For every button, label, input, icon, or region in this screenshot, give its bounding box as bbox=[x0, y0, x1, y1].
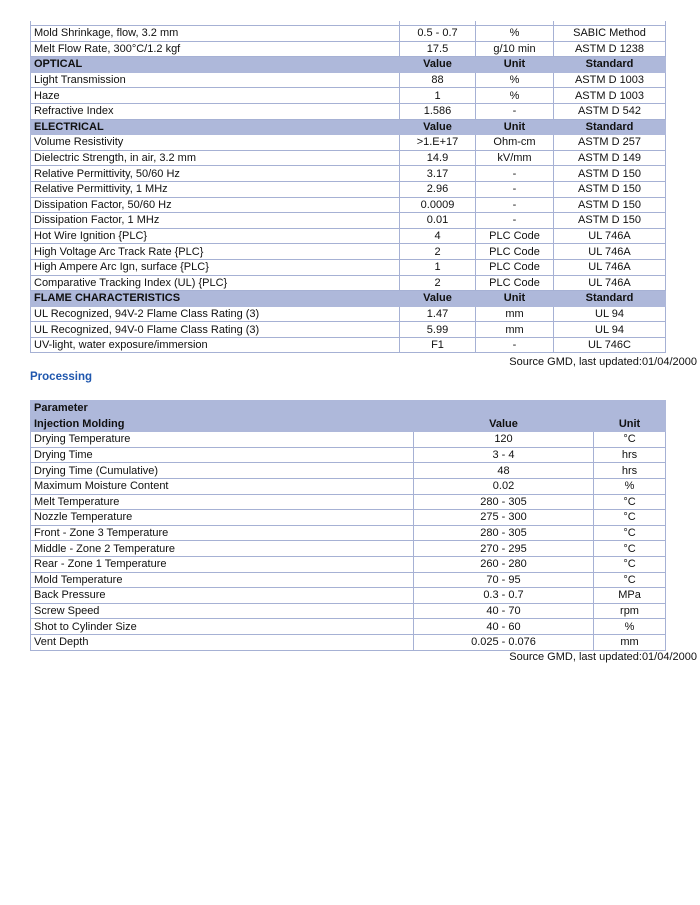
table-cell: SABIC Method bbox=[554, 26, 666, 42]
properties-table bbox=[30, 21, 666, 353]
table-cell: 0.025 - 0.076 bbox=[414, 634, 594, 650]
table-cell: 5.99 bbox=[400, 322, 476, 338]
table-cell: 2 bbox=[400, 244, 476, 260]
table-cell: 270 - 295 bbox=[414, 541, 594, 557]
table-cell: High Voltage Arc Track Rate {PLC} bbox=[31, 244, 400, 260]
table-row bbox=[31, 556, 666, 572]
table-row bbox=[31, 291, 666, 307]
table-row bbox=[31, 306, 666, 322]
section-header-cell: Standard bbox=[554, 119, 666, 135]
table-cell: rpm bbox=[594, 603, 666, 619]
table-row bbox=[31, 41, 666, 57]
section-header-cell: Unit bbox=[476, 57, 554, 73]
table-cell: 120 bbox=[414, 432, 594, 448]
table-cell: ASTM D 542 bbox=[554, 103, 666, 119]
table-row bbox=[31, 57, 666, 73]
table-row bbox=[31, 510, 666, 526]
section-header-cell: Parameter bbox=[31, 401, 666, 417]
table-cell: 40 - 70 bbox=[414, 603, 594, 619]
table-cell: ASTM D 150 bbox=[554, 181, 666, 197]
table-cell: UV-light, water exposure/immersion bbox=[31, 337, 400, 353]
table-cell: 2 bbox=[400, 275, 476, 291]
table-cell: Rear - Zone 1 Temperature bbox=[31, 556, 414, 572]
table-cell: Volume Resistivity bbox=[31, 135, 400, 151]
section-header-cell: Unit bbox=[476, 291, 554, 307]
table-cell: 1.47 bbox=[400, 306, 476, 322]
section-header-cell: Unit bbox=[476, 119, 554, 135]
table-cell: UL Recognized, 94V-0 Flame Class Rating (3) bbox=[31, 322, 400, 338]
table-cell: UL 94 bbox=[554, 306, 666, 322]
table-cell: Mold Shrinkage, flow, 3.2 mm bbox=[31, 26, 400, 42]
properties-table-body bbox=[31, 21, 666, 353]
table-row bbox=[31, 135, 666, 151]
table-row bbox=[31, 619, 666, 635]
table-cell: % bbox=[476, 72, 554, 88]
table-row bbox=[31, 150, 666, 166]
table-cell: 0.0009 bbox=[400, 197, 476, 213]
table-cell: ASTM D 1003 bbox=[554, 72, 666, 88]
table-cell: PLC Code bbox=[476, 244, 554, 260]
processing-table bbox=[30, 400, 666, 651]
table-cell: % bbox=[476, 88, 554, 104]
table-cell: Light Transmission bbox=[31, 72, 400, 88]
source-note: Source GMD, last updated:01/04/2000 bbox=[509, 651, 697, 663]
table-cell: ASTM D 1238 bbox=[554, 41, 666, 57]
table-cell: - bbox=[476, 166, 554, 182]
table-cell: UL Recognized, 94V-2 Flame Class Rating (3) bbox=[31, 306, 400, 322]
table-cell: ASTM D 1003 bbox=[554, 88, 666, 104]
table-row bbox=[31, 541, 666, 557]
table-cell: hrs bbox=[594, 463, 666, 479]
table-cell: °C bbox=[594, 556, 666, 572]
table-cell: 2.96 bbox=[400, 181, 476, 197]
table-row bbox=[31, 72, 666, 88]
table-cell: Melt Flow Rate, 300°C/1.2 kgf bbox=[31, 41, 400, 57]
table-cell: 0.02 bbox=[414, 478, 594, 494]
table-cell: Dissipation Factor, 50/60 Hz bbox=[31, 197, 400, 213]
table-cell: - bbox=[476, 213, 554, 229]
table-cell: 260 - 280 bbox=[414, 556, 594, 572]
table-row bbox=[31, 603, 666, 619]
table-cell: Hot Wire Ignition {PLC} bbox=[31, 228, 400, 244]
table-cell: 14.9 bbox=[400, 150, 476, 166]
table-cell: Relative Permittivity, 1 MHz bbox=[31, 181, 400, 197]
table-cell: ASTM D 150 bbox=[554, 197, 666, 213]
table-cell: Maximum Moisture Content bbox=[31, 478, 414, 494]
table-row bbox=[31, 166, 666, 182]
table-cell: mm bbox=[594, 634, 666, 650]
table-cell: High Ampere Arc Ign, surface {PLC} bbox=[31, 259, 400, 275]
table-cell: UL 746C bbox=[554, 337, 666, 353]
table-cell: 70 - 95 bbox=[414, 572, 594, 588]
table-cell: 3 - 4 bbox=[414, 447, 594, 463]
table-cell: 40 - 60 bbox=[414, 619, 594, 635]
table-cell: UL 746A bbox=[554, 259, 666, 275]
table-cell: PLC Code bbox=[476, 228, 554, 244]
table-cell: °C bbox=[594, 525, 666, 541]
table-cell: 1.586 bbox=[400, 103, 476, 119]
table-cell: Vent Depth bbox=[31, 634, 414, 650]
table-cell: UL 746A bbox=[554, 275, 666, 291]
table-row bbox=[31, 197, 666, 213]
table-cell: 0.3 - 0.7 bbox=[414, 588, 594, 604]
table-cell: UL 746A bbox=[554, 244, 666, 260]
section-header-cell: Value bbox=[400, 119, 476, 135]
table-cell: 280 - 305 bbox=[414, 525, 594, 541]
table-row bbox=[31, 26, 666, 42]
table-cell: °C bbox=[594, 572, 666, 588]
table-cell: Nozzle Temperature bbox=[31, 510, 414, 526]
table-cell: Haze bbox=[31, 88, 400, 104]
table-row bbox=[31, 494, 666, 510]
table-cell: 275 - 300 bbox=[414, 510, 594, 526]
section-header-cell: OPTICAL bbox=[31, 57, 400, 73]
section-header-cell: Standard bbox=[554, 57, 666, 73]
table-cell: hrs bbox=[594, 447, 666, 463]
table-cell: mm bbox=[476, 306, 554, 322]
table-cell: Ohm-cm bbox=[476, 135, 554, 151]
table-cell: °C bbox=[594, 494, 666, 510]
table-cell: % bbox=[594, 478, 666, 494]
table-cell: 48 bbox=[414, 463, 594, 479]
table-cell: mm bbox=[476, 322, 554, 338]
table-cell: % bbox=[594, 619, 666, 635]
table-cell: Drying Time (Cumulative) bbox=[31, 463, 414, 479]
table-row bbox=[31, 88, 666, 104]
table-cell: UL 94 bbox=[554, 322, 666, 338]
table-row bbox=[31, 634, 666, 650]
table-cell: Dielectric Strength, in air, 3.2 mm bbox=[31, 150, 400, 166]
table-cell: PLC Code bbox=[476, 259, 554, 275]
table-cell: - bbox=[476, 181, 554, 197]
table-cell: PLC Code bbox=[476, 275, 554, 291]
table-cell: 88 bbox=[400, 72, 476, 88]
table-row bbox=[31, 119, 666, 135]
table-row bbox=[31, 181, 666, 197]
section-header-cell: Value bbox=[414, 416, 594, 432]
table-row bbox=[31, 463, 666, 479]
table-row bbox=[31, 478, 666, 494]
table-row bbox=[31, 259, 666, 275]
table-cell: Relative Permittivity, 50/60 Hz bbox=[31, 166, 400, 182]
table-row bbox=[31, 432, 666, 448]
table-cell: % bbox=[476, 26, 554, 42]
processing-section-heading: Processing bbox=[30, 371, 92, 383]
table-row bbox=[31, 275, 666, 291]
table-cell: 4 bbox=[400, 228, 476, 244]
table-cell: Back Pressure bbox=[31, 588, 414, 604]
source-note: Source GMD, last updated:01/04/2000 bbox=[509, 356, 697, 368]
table-row bbox=[31, 447, 666, 463]
section-header-cell: FLAME CHARACTERISTICS bbox=[31, 291, 400, 307]
table-cell: °C bbox=[594, 432, 666, 448]
table-cell: 3.17 bbox=[400, 166, 476, 182]
table-cell: 17.5 bbox=[400, 41, 476, 57]
table-cell: - bbox=[476, 197, 554, 213]
table-row bbox=[31, 416, 666, 432]
table-cell: ASTM D 150 bbox=[554, 213, 666, 229]
section-header-cell: Unit bbox=[594, 416, 666, 432]
table-row bbox=[31, 525, 666, 541]
table-row bbox=[31, 401, 666, 417]
table-cell: Drying Temperature bbox=[31, 432, 414, 448]
table-cell: 0.5 - 0.7 bbox=[400, 26, 476, 42]
table-row bbox=[31, 213, 666, 229]
section-header-cell: Standard bbox=[554, 291, 666, 307]
table-row bbox=[31, 103, 666, 119]
table-row bbox=[31, 588, 666, 604]
table-cell: Comparative Tracking Index (UL) {PLC} bbox=[31, 275, 400, 291]
table-cell: ASTM D 150 bbox=[554, 166, 666, 182]
section-header-cell: Value bbox=[400, 57, 476, 73]
table-cell: UL 746A bbox=[554, 228, 666, 244]
table-cell: - bbox=[476, 337, 554, 353]
table-cell: - bbox=[476, 103, 554, 119]
table-cell: Front - Zone 3 Temperature bbox=[31, 525, 414, 541]
table-cell: Mold Temperature bbox=[31, 572, 414, 588]
table-cell: 1 bbox=[400, 259, 476, 275]
table-row bbox=[31, 572, 666, 588]
table-cell: 280 - 305 bbox=[414, 494, 594, 510]
table-cell: MPa bbox=[594, 588, 666, 604]
table-cell: °C bbox=[594, 541, 666, 557]
table-cell: ASTM D 149 bbox=[554, 150, 666, 166]
table-cell: 0.01 bbox=[400, 213, 476, 229]
table-row bbox=[31, 337, 666, 353]
table-cell: Drying Time bbox=[31, 447, 414, 463]
processing-table-body bbox=[31, 401, 666, 651]
table-cell: Refractive Index bbox=[31, 103, 400, 119]
table-cell: Shot to Cylinder Size bbox=[31, 619, 414, 635]
table-cell: Dissipation Factor, 1 MHz bbox=[31, 213, 400, 229]
table-cell: F1 bbox=[400, 337, 476, 353]
section-header-cell: Value bbox=[400, 291, 476, 307]
table-cell: °C bbox=[594, 510, 666, 526]
section-header-cell: ELECTRICAL bbox=[31, 119, 400, 135]
table-row bbox=[31, 322, 666, 338]
table-cell: 1 bbox=[400, 88, 476, 104]
table-cell: >1.E+17 bbox=[400, 135, 476, 151]
table-cell: Melt Temperature bbox=[31, 494, 414, 510]
table-row bbox=[31, 244, 666, 260]
table-cell: Middle - Zone 2 Temperature bbox=[31, 541, 414, 557]
table-cell: Screw Speed bbox=[31, 603, 414, 619]
table-row bbox=[31, 228, 666, 244]
table-cell: ASTM D 257 bbox=[554, 135, 666, 151]
table-cell: kV/mm bbox=[476, 150, 554, 166]
table-cell: g/10 min bbox=[476, 41, 554, 57]
section-header-cell: Injection Molding bbox=[31, 416, 414, 432]
